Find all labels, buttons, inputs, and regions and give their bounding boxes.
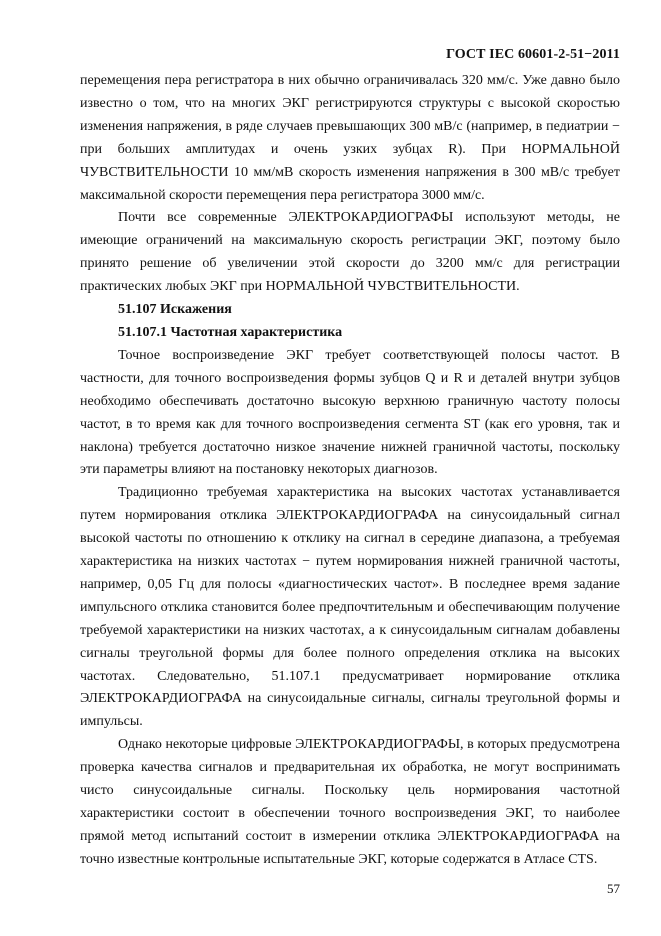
section-heading-distortion: 51.107 Искажения	[118, 302, 232, 318]
paragraph-traditional-response: Традиционно требуемая характеристика на высоких частотах устанавливается путем нормирования отклика ЭЛЕКТРОКАРДИОГРАФА на синусоидальный сигнал высокой частоты по отношению к отклику на сигнал в середине диапазона, а требуемая характеристика на низких частотах − путем нормирования нижней граничной частоты, например, 0,05 Гц для полосы «диагностических частот». В последнее время задание импульсного отклика становится более предпочтительным и обеспечивающим получение требуемой характеристики на низких частотах, а к синусоидальным сигналам добавлены сигналы треугольной формы для более полного определения отклика на высоких частотах. Следовательно, 51.107.1 предусматривает нормирование отклика ЭЛЕКТРОКАРДИОГРАФА на синусоидальные сигналы, сигналы треугольной формы и импульсы.	[80, 485, 620, 730]
standard-header: ГОСТ IEC 60601-2-51−2011	[446, 47, 620, 62]
paragraph-frequency-band: Точное воспроизведение ЭКГ требует соответствующей полосы частот. В частности, для точного воспроизведения формы зубцов Q и R и деталей внутри зубцов необходимо обеспечивать достаточно высокую верхнюю граничную частоту полосы частот, в то время как для точного воспроизведения сегмента ST (как его уровня, так и наклона) требуется достаточно низкое значение нижней граничной частоты, поскольку эти параметры влияют на постановку некоторых диагнозов.	[80, 347, 620, 478]
subsection-heading-frequency-response: 51.107.1 Частотная характеристика	[118, 324, 343, 340]
paragraph-ecg-speed: Почти все современные ЭЛЕКТРОКАРДИОГРАФЫ используют методы, не имеющие ограничений на максимальную скорость регистрации ЭКГ, поэтому было принято решение об увеличении этой скорости до 3200 мм/с для регистрации практических любых ЭКГ при НОРМАЛЬНОЙ ЧУВСТВИТЕЛЬНОСТИ.	[80, 210, 620, 295]
paragraph-continuation: перемещения пера регистратора в них обычно ограничивалась 320 мм/с. Уже давно было известно о том, что на многих ЭКГ регистрируются структуры с высокой скоростью изменения напряжения, в ряде случаев превышающих 300 мВ/с (например, в педиатрии − при больших амплитудах и очень узких зубцах R). При НОРМАЛЬНОЙ ЧУВСТВИТЕЛЬНОСТИ 10 мм/мВ скорость изменения напряжения в 300 мВ/с требует максимальной скорости перемещения пера регистратора 3000 мм/с.	[80, 73, 620, 203]
page-number: 57	[607, 881, 620, 896]
document-body	[80, 70, 620, 872]
paragraph-digital-ecg: Однако некоторые цифровые ЭЛЕКТРОКАРДИОГРАФЫ, в которых предусмотрена проверка качества сигналов и предварительная их обработка, не могут воспринимать чисто синусоидальные сигналы. Поскольку цель нормирования частотной характеристики состоит в обеспечении точного воспроизведения ЭКГ, то наиболее прямой метод испытаний состоит в измерении отклика ЭЛЕКТРОКАРДИОГРАФА на точно известные контрольные испытательные ЭКГ, которые содержатся в Атласе CTS.	[80, 737, 620, 867]
